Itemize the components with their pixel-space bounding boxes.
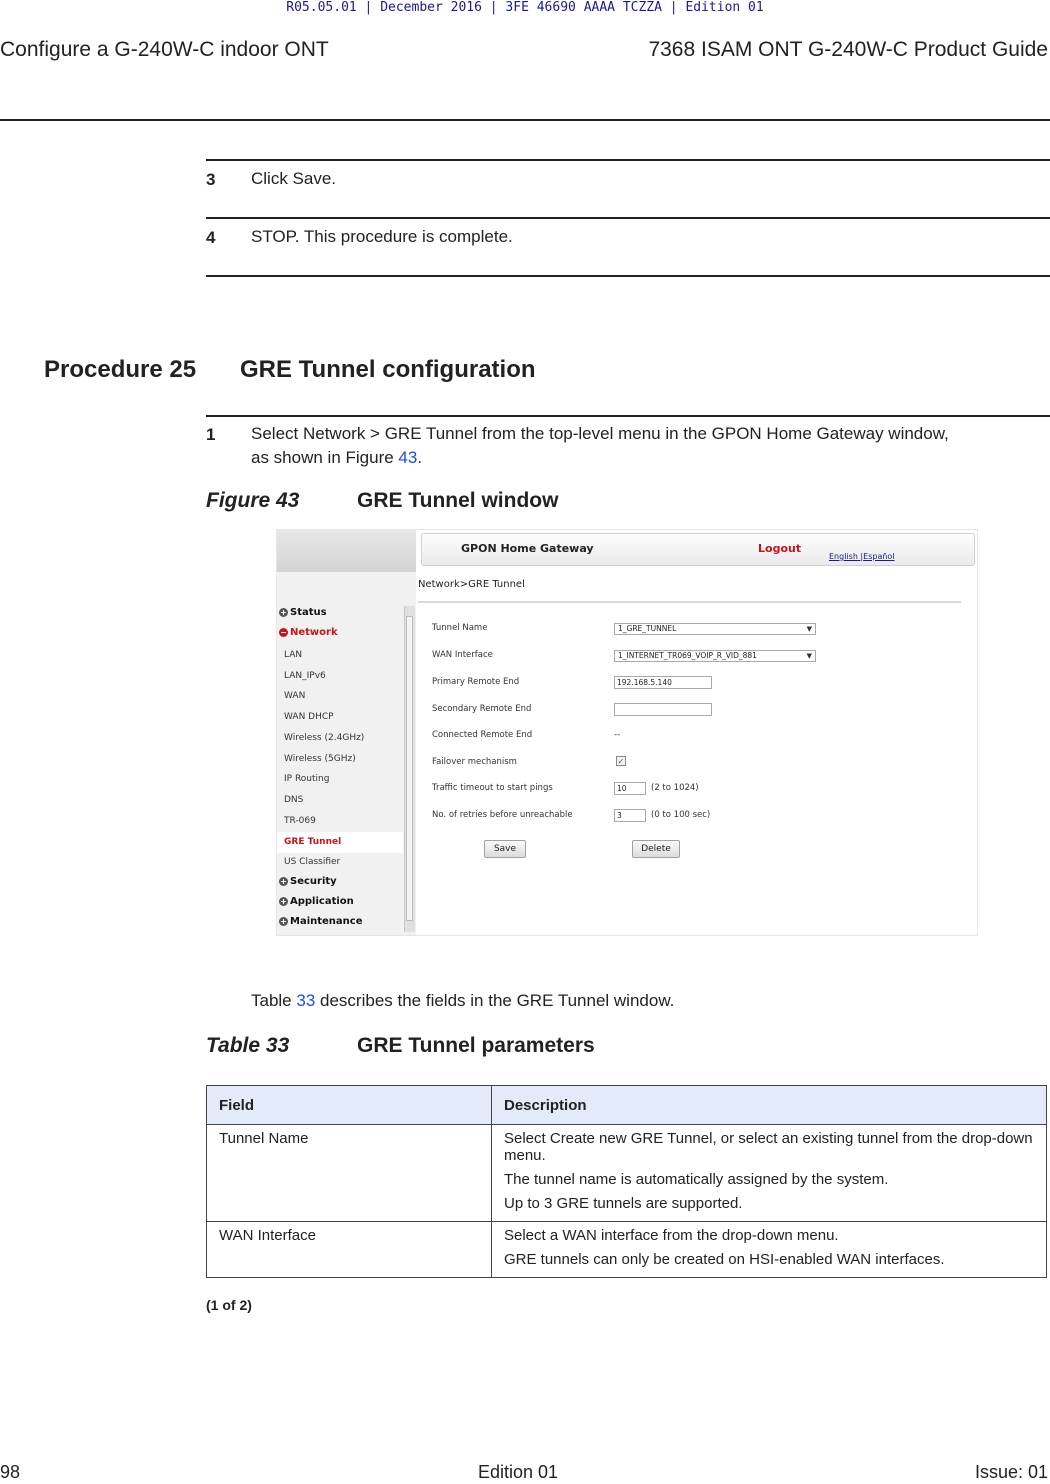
sidebar-scrollbar[interactable] [404,606,415,932]
step-text: STOP. This procedure is complete. [251,227,513,246]
header-guide-title: 7368 ISAM ONT G-240W-C Product Guide [648,38,1048,61]
figure-label: Figure 43 [206,489,300,512]
step-number: 3 [206,170,216,189]
failover-checkbox[interactable]: ✓ [617,757,625,766]
wan-interface-label: WAN Interface [432,650,493,660]
lang-espanol-link[interactable]: Español [863,552,895,561]
step-divider [206,275,1050,277]
scrollbar-thumb[interactable] [406,616,413,921]
secondary-remote-end-input[interactable] [614,703,712,716]
nav-item-gre-tunnel[interactable]: GRE Tunnel [284,837,342,847]
nav-item-ip-routing[interactable]: IP Routing [284,774,330,784]
para-prefix: Table [251,991,297,1010]
description-line: Select Create new GRE Tunnel, or select an existing tunnel from the drop-down menu. [504,1130,1033,1164]
nav-item-wireless-24[interactable]: Wireless (2.4GHz) [284,733,365,743]
nav-item-dns[interactable]: DNS [284,795,304,805]
column-header-field: Field [207,1086,492,1125]
field-cell: WAN Interface [207,1222,492,1278]
gre-parameters-table [206,1085,1047,1278]
footer-issue: Issue: 01 [974,1462,1048,1482]
step-divider [206,217,1050,219]
step-text [251,422,1050,470]
document-reference-mark: R05.05.01 | December 2016 | 3FE 46690 AAAA TCZZA | Edition 01 [286,0,764,15]
connected-remote-end-value: -- [614,730,621,740]
tunnel-name-select[interactable]: 1_GRE_TUNNEL ▼ [614,623,816,635]
procedure-label: Procedure 25 [44,356,197,383]
description-line: GRE tunnels can only be created on HSI-enabled WAN interfaces. [504,1251,945,1268]
dropdown-arrow-icon: ▼ [806,625,812,633]
breadcrumb: Network>GRE Tunnel [418,579,525,590]
description-line: Select a WAN interface from the drop-down menu. [504,1227,839,1244]
retries-hint: (0 to 100 sec) [651,810,711,820]
connected-remote-end-label: Connected Remote End [432,730,533,740]
description-cell [492,1125,1047,1222]
lang-separator: | [857,552,864,561]
footer-page-number: 98 [0,1462,21,1482]
logout-link[interactable]: Logout [758,542,802,555]
delete-button[interactable]: Delete [632,840,680,858]
traffic-timeout-hint: (2 to 1024) [651,783,699,793]
plus-icon: + [280,607,287,617]
table-row [207,1222,1047,1278]
description-cell [492,1222,1047,1278]
nav-group-maintenance[interactable]: + Maintenance [280,916,363,927]
retries-input[interactable]: 3 [614,809,646,822]
failover-label: Failover mechanism [432,757,517,767]
table-label: Table 33 [206,1034,290,1057]
step-text: Click Save. [251,169,337,188]
table-row [207,1125,1047,1222]
step-text-end: . [417,448,423,467]
field-cell: Tunnel Name [207,1125,492,1222]
nav-item-us-classifier[interactable]: US Classifier [284,857,341,867]
nav-item-wireless-5[interactable]: Wireless (5GHz) [284,754,356,764]
step-number: 4 [206,228,216,247]
primary-remote-end-input[interactable]: 192.168.5.140 [614,676,712,689]
table-page-note: (1 of 2) [206,1297,252,1313]
plus-icon: + [280,916,287,926]
description-line: Up to 3 GRE tunnels are supported. [504,1195,743,1212]
nav-item-lan-ipv6[interactable]: LAN_IPv6 [284,671,326,681]
breadcrumb-divider [418,601,961,603]
step-divider [206,159,1050,161]
table-link[interactable]: 33 [296,991,316,1010]
nav-group-status[interactable]: + Status [280,607,327,618]
table-title: GRE Tunnel parameters [357,1034,595,1057]
sidebar-header [277,530,416,572]
step-divider [206,415,1050,417]
primary-remote-end-label: Primary Remote End [432,677,520,687]
nav-group-security[interactable]: + Security [280,876,337,887]
footer-edition: Edition 01 [478,1462,559,1482]
nav-item-tr069[interactable]: TR-069 [284,816,316,826]
table-intro-paragraph [251,991,674,1011]
save-button[interactable]: Save [484,840,526,858]
column-header-description: Description [492,1086,1047,1125]
nav-group-network[interactable]: − Network [280,627,338,638]
plus-icon: + [280,876,287,886]
tunnel-name-label: Tunnel Name [432,623,488,633]
retries-label: No. of retries before unreachable [432,810,573,820]
gre-tunnel-screenshot [276,529,978,936]
procedure-title: GRE Tunnel configuration [240,356,536,383]
figure-link[interactable]: 43 [398,448,418,467]
nav-group-application[interactable]: + Application [280,896,354,907]
nav-item-wan[interactable]: WAN [284,691,306,701]
language-switch [829,552,895,561]
header-chapter-title: Configure a G-240W-C indoor ONT [0,38,329,61]
traffic-timeout-input[interactable]: 10 [614,782,646,795]
step-number: 1 [206,425,216,444]
step-text-line1: Select Network > GRE Tunnel from the top-level menu in the GPON Home Gateway window, [251,424,949,443]
nav-item-wan-dhcp[interactable]: WAN DHCP [284,712,334,722]
figure-title: GRE Tunnel window [357,489,559,512]
nav-item-lan[interactable]: LAN [284,650,303,660]
step-text-line2: as shown in Figure [251,448,399,467]
table-header-row [207,1086,1047,1125]
traffic-timeout-label: Traffic timeout to start pings [432,783,553,793]
secondary-remote-end-label: Secondary Remote End [432,704,532,714]
dropdown-arrow-icon: ▼ [806,652,812,660]
plus-icon: + [280,896,287,906]
lang-english-link[interactable]: English [829,552,858,561]
gateway-title: GPON Home Gateway [461,542,594,555]
minus-icon: − [280,627,287,637]
header-divider [0,119,1050,121]
wan-interface-select[interactable]: 1_INTERNET_TR069_VOIP_R_VID_881 ▼ [614,650,816,662]
para-suffix: describes the fields in the GRE Tunnel window. [315,991,675,1010]
description-line: The tunnel name is automatically assigned by the system. [504,1171,889,1188]
